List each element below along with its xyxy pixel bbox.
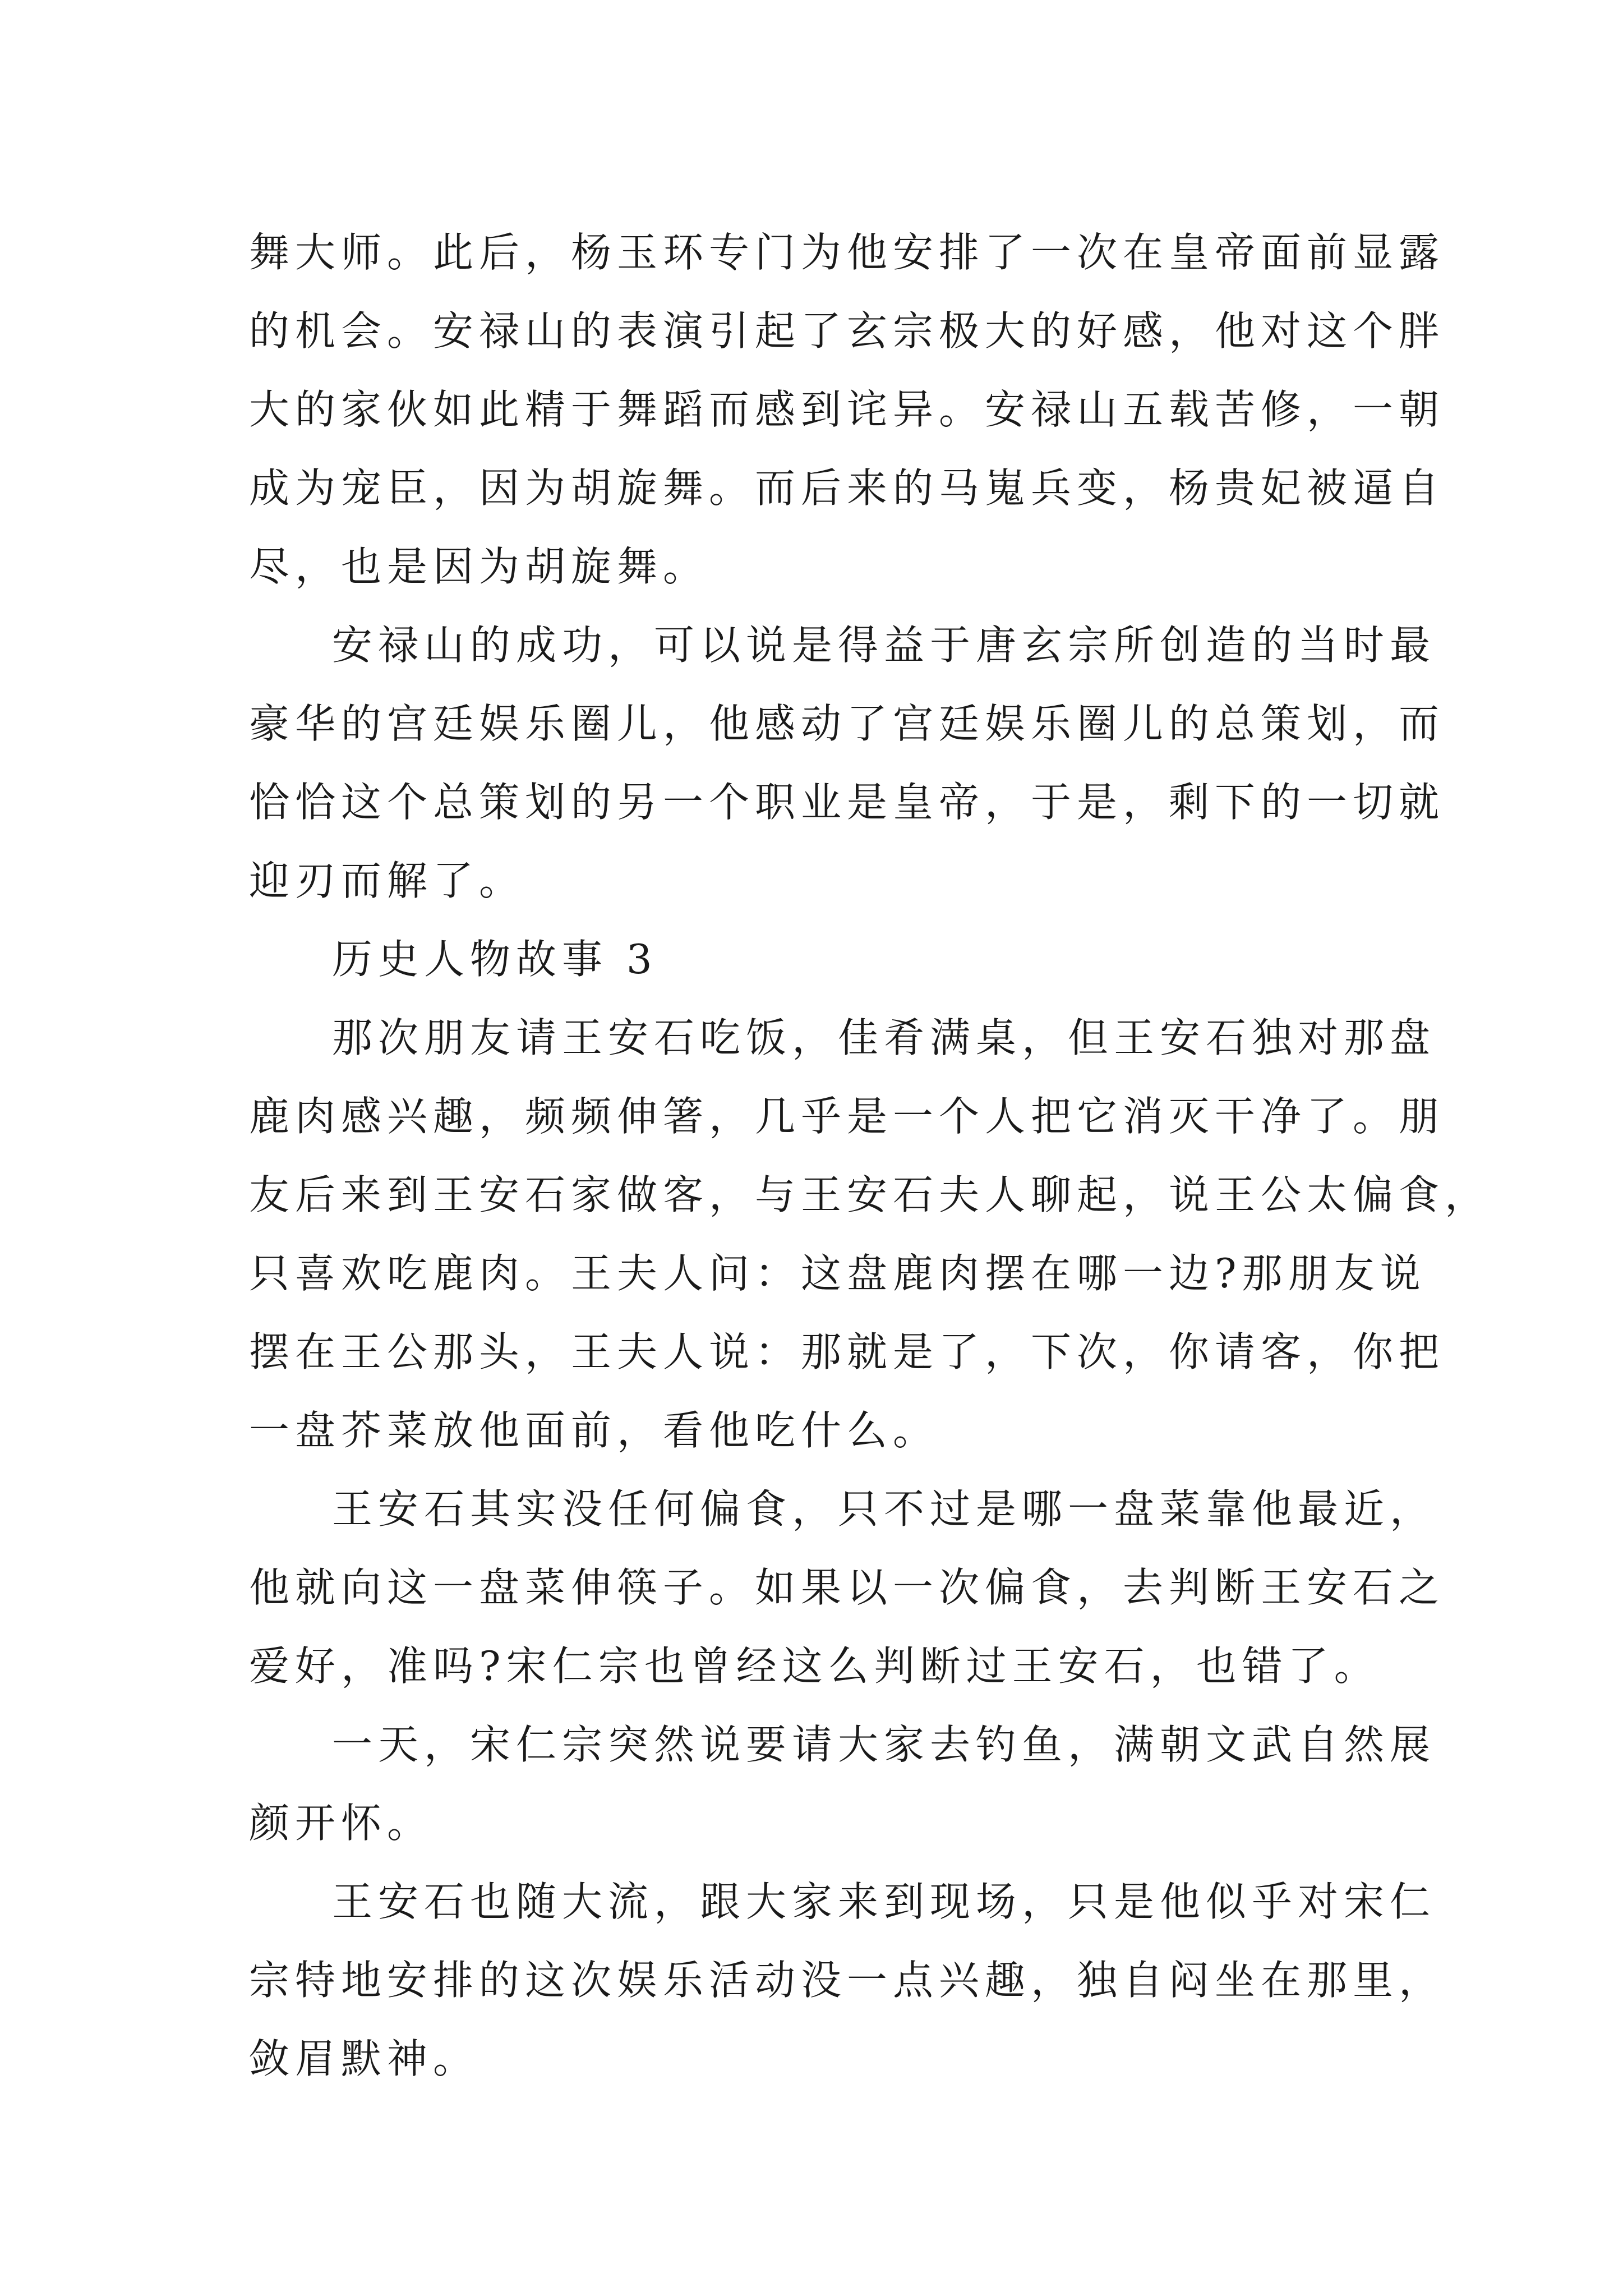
- section-heading: [249, 920, 1371, 999]
- text-line: 摆在王公那头，王夫人说：那就是了，下次，你请客，你把: [249, 1328, 1445, 1375]
- text-line: 鹿肉感兴趣，频频伸箸，几乎是一个人把它消灭干净了。朋: [249, 1093, 1445, 1140]
- paragraph-no-preference: [249, 1470, 1445, 1705]
- text-line: 豪华的宫廷娱乐圈儿，他感动了宫廷娱乐圈儿的总策划，而: [249, 700, 1445, 747]
- document-body: [249, 213, 1491, 2098]
- paragraph-venison-dinner: [249, 999, 1491, 1470]
- text-line: 尽，也是因为胡旋舞。: [249, 543, 709, 590]
- section-title: 历史人物故事 3: [332, 936, 658, 983]
- text-line: 友后来到王安石家做客，与王安石夫人聊起，说王公太偏食，: [249, 1171, 1491, 1218]
- text-line: 王安石其实没任何偏食，只不过是哪一盘菜靠他最近，: [332, 1485, 1436, 1533]
- paragraph-wang-anshi-sits: [249, 1862, 1445, 2098]
- text-line: 那次朋友请王安石吃饭，佳肴满桌，但王安石独对那盘: [332, 1014, 1436, 1061]
- text-line: 敛眉默神。: [249, 2035, 479, 2082]
- text-line: 只喜欢吃鹿肉。王夫人问：这盘鹿肉摆在哪一边?那朋友说: [249, 1250, 1426, 1297]
- text-line: 大的家伙如此精于舞蹈而感到诧异。安禄山五载苦修，一朝: [249, 386, 1445, 433]
- paragraph-anlushan-success: [249, 606, 1445, 920]
- text-line: 一盘芥菜放他面前，看他吃什么。: [249, 1407, 939, 1454]
- paragraph-fishing-invite: [249, 1705, 1436, 1862]
- paragraph-continuation: [249, 213, 1445, 606]
- text-line: 王安石也随大流，跟大家来到现场，只是他似乎对宋仁: [332, 1878, 1436, 1925]
- text-line: 成为宠臣，因为胡旋舞。而后来的马嵬兵变，杨贵妃被逼自: [249, 464, 1445, 512]
- text-line: 的机会。安禄山的表演引起了玄宗极大的好感，他对这个胖: [249, 307, 1445, 355]
- text-line: 恰恰这个总策划的另一个职业是皇帝，于是，剩下的一切就: [249, 779, 1445, 826]
- text-line: 舞大师。此后，杨玉环专门为他安排了一次在皇帝面前显露: [249, 229, 1445, 276]
- text-line: 一天，宋仁宗突然说要请大家去钓鱼，满朝文武自然展: [332, 1721, 1436, 1768]
- text-line: 迎刃而解了。: [249, 857, 525, 904]
- text-line: 颜开怀。: [249, 1800, 434, 1847]
- text-line: 爱好，准吗?宋仁宗也曾经这么判断过王安石，也错了。: [249, 1642, 1380, 1690]
- text-line: 宗特地安排的这次娱乐活动没一点兴趣，独自闷坐在那里，: [249, 1957, 1445, 2004]
- text-line: 他就向这一盘菜伸筷子。如果以一次偏食，去判断王安石之: [249, 1564, 1445, 1611]
- text-line: 安禄山的成功，可以说是得益于唐玄宗所创造的当时最: [332, 622, 1436, 669]
